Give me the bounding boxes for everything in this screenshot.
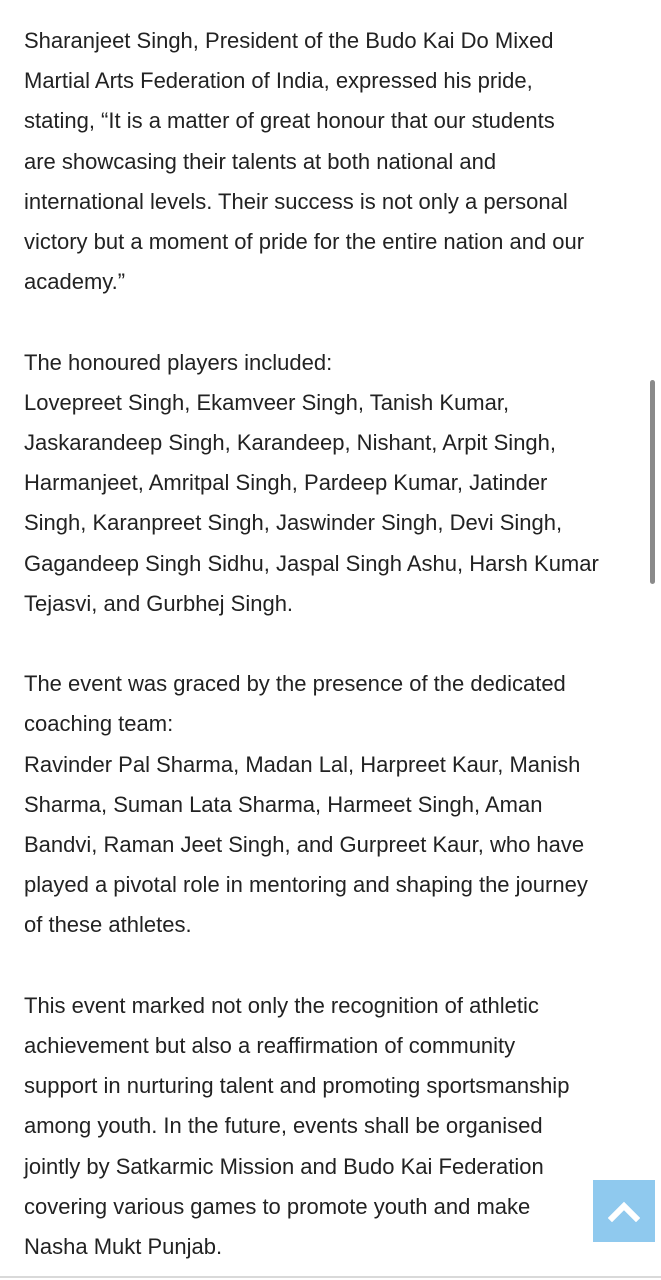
text-line: Nasha Mukt Punjab. <box>24 1234 223 1260</box>
paragraph-event-summary <box>24 986 648 1267</box>
paragraph-honoured-players <box>24 343 648 624</box>
text-line: played a pivotal role in mentoring and shaping the journey <box>24 872 588 898</box>
text-line: Sharma, Suman Lata Sharma, Harmeet Singh, Aman <box>24 791 543 817</box>
text-line: jointly by Satkarmic Mission and Budo Kai Federation <box>24 1153 544 1179</box>
paragraph-spacer <box>24 624 648 664</box>
text-line: academy.” <box>24 269 126 295</box>
vertical-scrollbar[interactable] <box>650 380 655 584</box>
text-line: Singh, Karanpreet Singh, Jaswinder Singh, Devi Singh, <box>24 510 563 536</box>
text-line: Gagandeep Singh Sidhu, Jaspal Singh Ashu, Harsh Kumar <box>24 550 599 576</box>
text-line: Jaskarandeep Singh, Karandeep, Nishant, Arpit Singh, <box>24 430 557 456</box>
text-line: victory but a moment of pride for the entire nation and our <box>24 229 585 255</box>
text-line: among youth. In the future, events shall be organised <box>24 1113 543 1139</box>
back-to-top-button[interactable] <box>593 1180 655 1242</box>
text-line: of these athletes. <box>24 912 192 938</box>
text-line: achievement but also a reaffirmation of community <box>24 1033 516 1059</box>
article-body <box>24 21 648 1267</box>
paragraph-president-quote <box>24 21 648 302</box>
text-line: Harmanjeet, Amritpal Singh, Pardeep Kumar, Jatinder <box>24 470 548 496</box>
text-line: This event marked not only the recognition of athletic <box>24 992 539 1018</box>
text-line: Tejasvi, and Gurbhej Singh. <box>24 590 294 616</box>
text-line: Martial Arts Federation of India, expressed his pride, <box>24 68 533 94</box>
bottom-divider <box>0 1276 661 1278</box>
paragraph-spacer <box>24 302 648 342</box>
text-line: Sharanjeet Singh, President of the Budo Kai Do Mixed <box>24 28 554 53</box>
text-line: support in nurturing talent and promoting sportsmanship <box>24 1073 570 1099</box>
text-line: Lovepreet Singh, Ekamveer Singh, Tanish Kumar, <box>24 389 510 415</box>
text-line: stating, “It is a matter of great honour that our students <box>24 108 555 134</box>
chevron-up-icon <box>608 1200 640 1222</box>
text-line: are showcasing their talents at both national and <box>24 148 497 174</box>
text-line: The event was graced by the presence of the dedicated <box>24 671 566 697</box>
text-line: coaching team: <box>24 711 174 737</box>
paragraph-spacer <box>24 946 648 986</box>
text-line: Ravinder Pal Sharma, Madan Lal, Harpreet Kaur, Manish <box>24 751 581 777</box>
paragraph-coaching-team <box>24 664 648 945</box>
text-line: international levels. Their success is not only a personal <box>24 188 568 214</box>
text-line: covering various games to promote youth and make <box>24 1193 531 1219</box>
text-line: The honoured players included: <box>24 349 333 375</box>
text-line: Bandvi, Raman Jeet Singh, and Gurpreet Kaur, who have <box>24 832 585 858</box>
